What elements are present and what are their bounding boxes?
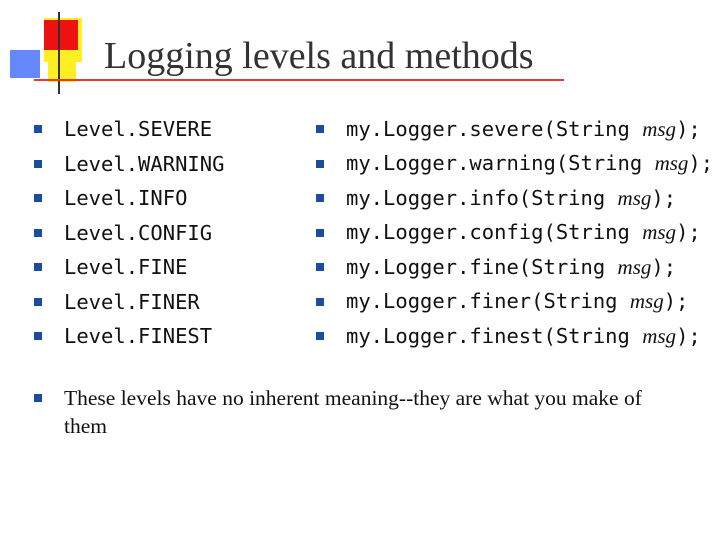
list-item — [316, 216, 713, 251]
list-item — [316, 147, 713, 182]
levels-list — [34, 112, 224, 354]
method-prefix: my.Logger.config(String — [346, 220, 643, 245]
method-signature — [346, 117, 701, 142]
list-item — [316, 319, 713, 354]
method-suffix: ); — [651, 254, 677, 279]
square-bullet-icon — [34, 194, 42, 202]
list-item — [34, 285, 224, 320]
logo-red-block — [44, 20, 78, 50]
list-item — [316, 181, 713, 216]
square-bullet-icon — [34, 394, 42, 402]
method-arg: msg — [654, 151, 689, 176]
logo-vertical-line — [58, 12, 60, 94]
methods-list — [316, 112, 713, 354]
square-bullet-icon — [316, 263, 324, 271]
method-prefix: my.Logger.finest(String — [346, 323, 643, 348]
level-label: Level.FINER — [64, 289, 200, 314]
list-item — [34, 216, 224, 251]
method-suffix: ); — [651, 185, 677, 210]
square-bullet-icon — [34, 263, 42, 271]
square-bullet-icon — [34, 160, 42, 168]
list-item — [316, 112, 713, 147]
level-label: Level.WARNING — [64, 151, 225, 176]
note-item — [34, 384, 684, 440]
square-bullet-icon — [316, 298, 324, 306]
list-item — [316, 285, 713, 320]
list-item — [34, 319, 224, 354]
list-item — [34, 181, 224, 216]
list-item — [34, 147, 224, 182]
method-signature — [346, 186, 676, 211]
slide-title: Logging levels and methods — [104, 35, 534, 77]
square-bullet-icon — [34, 332, 42, 340]
square-bullet-icon — [316, 160, 324, 168]
list-item — [316, 250, 713, 285]
method-prefix: my.Logger.warning(String — [346, 151, 655, 176]
method-suffix: ); — [676, 116, 701, 141]
square-bullet-icon — [316, 125, 324, 133]
method-prefix: my.Logger.fine(String — [346, 254, 618, 279]
square-bullet-icon — [316, 229, 324, 237]
method-arg: msg — [629, 289, 664, 314]
method-arg: msg — [617, 254, 652, 279]
method-prefix: my.Logger.finer(String — [346, 289, 630, 314]
method-signature — [346, 151, 713, 176]
method-prefix: my.Logger.info(String — [346, 185, 618, 210]
list-item — [34, 250, 224, 285]
method-arg: msg — [617, 185, 652, 210]
method-signature — [346, 324, 701, 349]
level-label: Level.SEVERE — [64, 117, 213, 142]
method-suffix: ); — [676, 220, 701, 245]
method-signature — [346, 255, 676, 280]
level-label: Level.CONFIG — [64, 220, 213, 245]
method-arg: msg — [642, 116, 677, 141]
square-bullet-icon — [316, 332, 324, 340]
method-suffix: ); — [688, 151, 714, 176]
title-underline — [34, 79, 564, 81]
method-arg: msg — [642, 323, 677, 348]
method-arg: msg — [642, 220, 677, 245]
logo-blue-block — [10, 50, 40, 78]
method-signature — [346, 220, 701, 245]
square-bullet-icon — [34, 229, 42, 237]
method-prefix: my.Logger.severe(String — [346, 116, 643, 141]
level-label: Level.FINE — [64, 255, 188, 280]
method-suffix: ); — [676, 323, 701, 348]
level-label: Level.INFO — [64, 186, 188, 211]
list-item — [34, 112, 224, 147]
square-bullet-icon — [34, 298, 42, 306]
method-signature — [346, 289, 688, 314]
note-text: These levels have no inherent meaning--they are what you make of them — [64, 386, 642, 438]
level-label: Level.FINEST — [64, 324, 213, 349]
method-suffix: ); — [663, 289, 689, 314]
square-bullet-icon — [34, 125, 42, 133]
square-bullet-icon — [316, 194, 324, 202]
